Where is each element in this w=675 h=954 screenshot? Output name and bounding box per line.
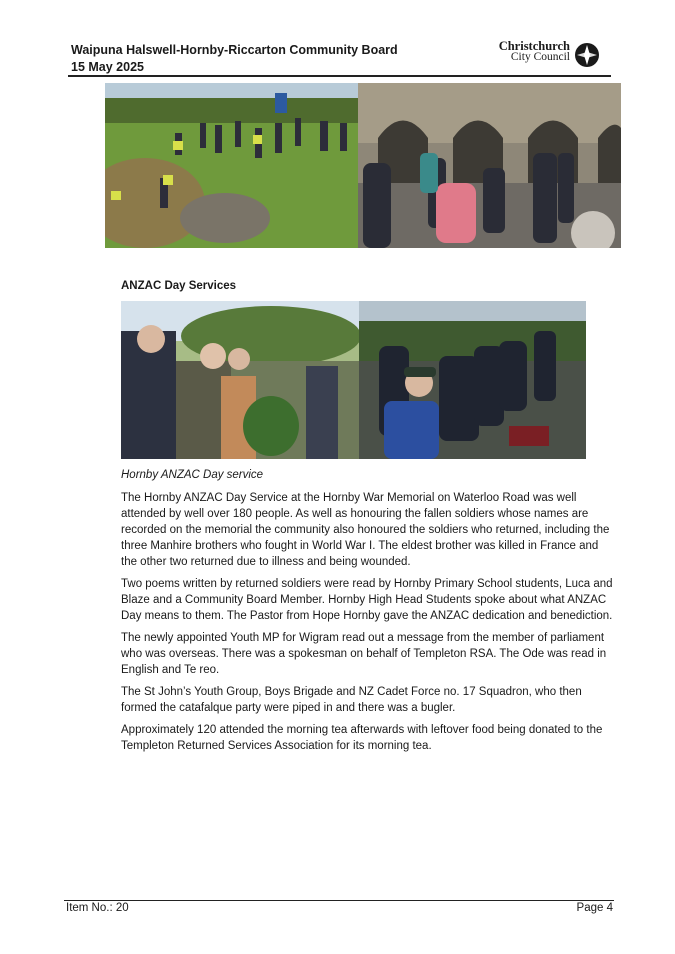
photo-dignitaries [121, 301, 359, 459]
photo-stone-archway [358, 83, 621, 248]
section-body [121, 490, 615, 760]
paragraph: The newly appointed Youth MP for Wigram read out a message from the member of parliament who was overseas. There was a spokesman on behalf of Templeton RSA. The Ode was read in English and Te reo. [121, 632, 607, 676]
photo-outdoor-gathering [105, 83, 358, 248]
paragraph: The Hornby ANZAC Day Service at the Hornby War Memorial on Waterloo Road was well attended by well over 180 people. As well as honouring the fallen soldiers whose names are recorded on the memorial the community also honoured the soldiers who returned, including the three Manhire brothers who fought in World War I. The eldest brother was killed in France and the other two returned due to illness and being wounded. [121, 492, 610, 568]
paragraph: Two poems written by returned soldiers were read by Hornby Primary School students, Luca and Blaze and a Community Board Member. Hornby High Head Students spoke about what ANZAC Day means to them. The Pastor from Hope Hornby gave the ANZAC dedication and benediction. [121, 578, 613, 622]
logo-line-1: Christchurch [498, 39, 570, 53]
page-number: Page 4 [576, 902, 613, 914]
paragraph: The St John’s Youth Group, Boys Brigade and NZ Cadet Force no. 17 Squadron, who then formed the catafalque party were piped in and there was a bugler. [121, 686, 582, 714]
paragraph: Approximately 120 attended the morning tea afterwards with leftover food being donated to the Templeton Returned Services Association for its morning tea. [121, 724, 603, 752]
council-emblem-icon [574, 42, 600, 68]
item-number: Item No.: 20 [66, 902, 129, 914]
header-divider [68, 75, 611, 77]
board-title: Waipuna Halswell-Hornby-Riccarton Community Board [71, 43, 398, 57]
council-logo [498, 41, 600, 69]
footer-divider [64, 900, 614, 901]
photo-seated-veterans [359, 301, 586, 459]
section-heading: ANZAC Day Services [121, 280, 237, 292]
photo-caption: Hornby ANZAC Day service [121, 469, 264, 481]
logo-line-2: City Council [510, 51, 570, 63]
meeting-date: 15 May 2025 [71, 60, 144, 74]
